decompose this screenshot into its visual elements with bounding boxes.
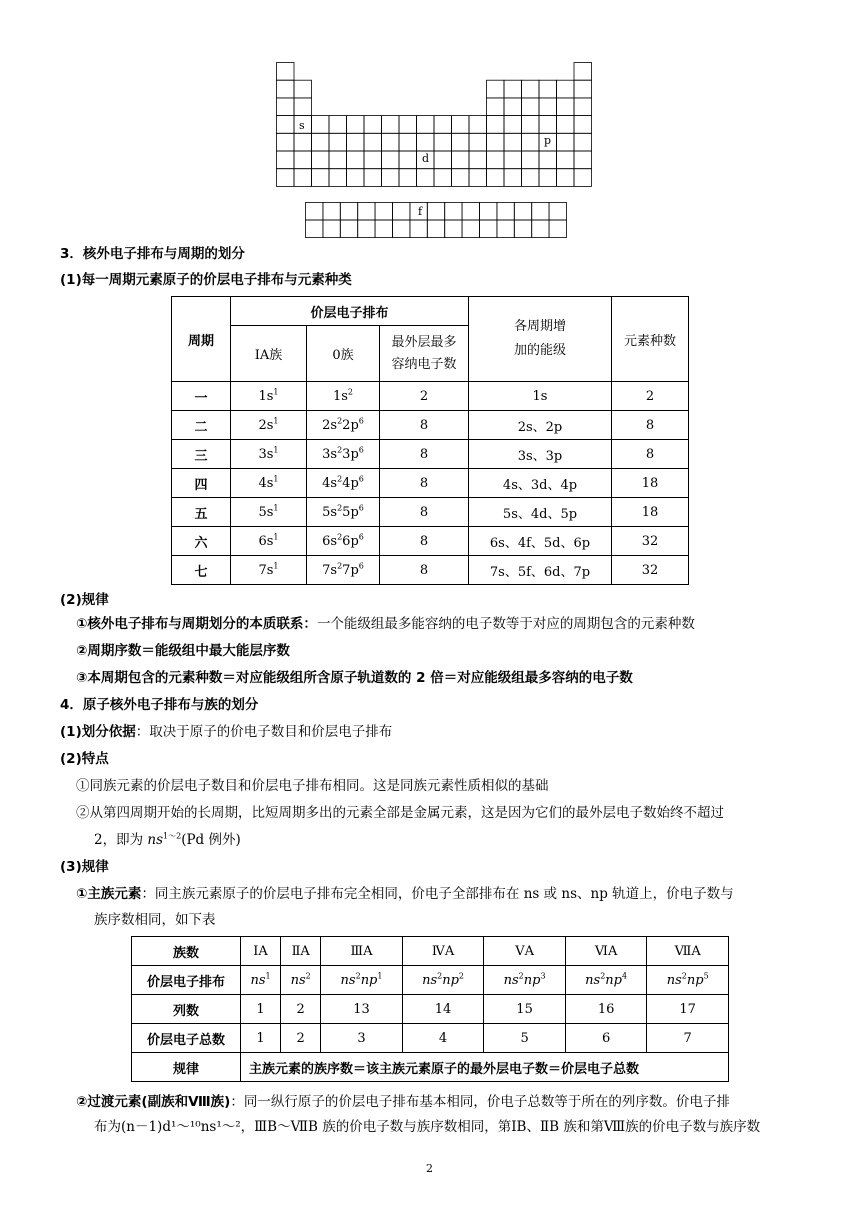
f-block-cell [497,203,514,221]
f-block-label: f [418,205,423,218]
periodic-cell [347,133,365,151]
group-table-row [132,1024,729,1053]
periodic-cell [557,151,575,169]
periodic-cell [277,116,295,134]
total-cell: 6 [565,1024,647,1053]
group-table-row [132,966,729,995]
f-block-cell [549,203,566,221]
section3-sub1: (1)每一周期元素原子的价层电子排布与元素种类 [60,272,352,288]
config-cell: $ns^2np^4$ [565,966,647,995]
group-cell: ⅣA [402,937,484,966]
periodic-cell [574,63,592,81]
header-ia: ⅠA族 [231,326,307,382]
f-block-cell [410,220,427,238]
config-cell: $ns^1$ [241,966,281,995]
main-group-line2: 族序数相同，如下表 [94,912,216,928]
periodic-cell [434,133,452,151]
group-cell: ⅤA [484,937,566,966]
f-block-cell [340,220,357,238]
total-cell: 7 [647,1024,729,1053]
periodic-cell [364,151,382,169]
periodic-cell [487,151,505,169]
zero-config-cell: $3s^23p^6$ [307,440,380,469]
periodic-cell [574,133,592,151]
f-block-grid [305,202,569,240]
periodic-cell [277,63,295,81]
f-block-cell [427,220,444,238]
rule-1: ①核外电子排布与周期划分的本质联系：一个能级组最多能容纳的电子数等于对应的周期包含的元素种数 [76,616,695,632]
group-cell: ⅢA [321,937,403,966]
config-cell: $ns^2$ [281,966,321,995]
periodic-cell [417,169,435,187]
periodic-cell [504,133,522,151]
periodic-cell [329,133,347,151]
count-cell: 2 [612,382,689,411]
ia-config-cell: $2s^1$ [231,411,307,440]
periodic-cell [277,151,295,169]
periodic-cell [382,133,400,151]
periodic-cell [487,98,505,116]
periodic-cell [504,98,522,116]
zero-config-cell: $6s^26p^6$ [307,527,380,556]
period-row [172,469,689,498]
periodic-cell [277,98,295,116]
feature-heading: (2)特点 [60,751,109,767]
header-count: 元素种数 [612,297,689,382]
count-cell: 8 [612,411,689,440]
periodic-cell [469,133,487,151]
periodic-cell [347,169,365,187]
group-cell: ⅦA [647,937,729,966]
periodic-cell [522,98,540,116]
column-cell: 16 [565,995,647,1024]
periodic-cell [294,98,312,116]
f-block-cell [306,220,323,238]
f-block-cell [445,203,462,221]
s-block-label: s [299,119,305,132]
group-table [131,936,729,1082]
period-row [172,411,689,440]
period-cell: 三 [172,440,231,469]
ia-config-cell: $7s^1$ [231,556,307,585]
f-block-cell [393,203,410,221]
f-block-cell [514,203,531,221]
main-group-line: ①主族元素：同主族元素原子的价层电子排布完全相同，价电子全部排布在 ns 或 ns、np 轨道上，价电子数与 [76,886,734,902]
f-block-cell [323,220,340,238]
section3-heading: 3．核外电子排布与周期的划分 [60,246,245,262]
row-label: 价层电子总数 [132,1024,241,1053]
periodic-cell [574,116,592,134]
column-cell: 17 [647,995,729,1024]
periodic-cell [539,169,557,187]
config-cell: $ns^2np^2$ [402,966,484,995]
total-cell: 3 [321,1024,403,1053]
total-cell: 5 [484,1024,566,1053]
periodic-cell [329,169,347,187]
f-block-cell [358,203,375,221]
periodic-table-sketch [276,62,592,188]
periodic-cell [469,169,487,187]
column-cell: 14 [402,995,484,1024]
periodic-cell [277,80,295,98]
outer-cell: 2 [380,382,469,411]
count-cell: 32 [612,527,689,556]
outer-cell: 8 [380,527,469,556]
periodic-cell [522,80,540,98]
f-block-cell [375,220,392,238]
header-level: 各周期增 加的能级 [469,297,612,382]
period-row [172,440,689,469]
zero-config-cell: $4s^24p^6$ [307,469,380,498]
periodic-cell [294,151,312,169]
section4-heading: 4．原子核外电子排布与族的划分 [60,697,259,713]
periodic-cell [452,133,470,151]
periodic-cell [434,169,452,187]
group-cell: ⅡA [281,937,321,966]
law-cell: 主族元素的族序数＝该主族元素原子的最外层电子数＝价层电子总数 [241,1053,729,1082]
periodic-cell [504,116,522,134]
period-row [172,556,689,585]
periodic-grid [276,62,594,190]
level-cell: 7s、5f、6d、7p [469,556,612,585]
periodic-cell [469,116,487,134]
zero-config-cell: $1s^2$ [307,382,380,411]
periodic-cell [312,169,330,187]
periodic-cell [364,116,382,134]
periodic-cell [312,116,330,134]
total-cell: 1 [241,1024,281,1053]
periodic-cell [522,151,540,169]
count-cell: 18 [612,498,689,527]
column-cell: 15 [484,995,566,1024]
periodic-cell [557,133,575,151]
periodic-cell [312,151,330,169]
periodic-cell [347,151,365,169]
row-label: 规律 [132,1053,241,1082]
period-table [171,296,689,585]
ia-config-cell: $3s^1$ [231,440,307,469]
ia-config-cell: $5s^1$ [231,498,307,527]
periodic-cell [382,151,400,169]
column-cell: 2 [281,995,321,1024]
config-cell: $ns^2np^3$ [484,966,566,995]
period-cell: 七 [172,556,231,585]
period-cell: 二 [172,411,231,440]
f-block-cell [306,203,323,221]
periodic-cell [574,98,592,116]
basis-line: (1)划分依据：取决于原子的价电子数目和价层电子排布 [60,724,393,740]
page-number: 2 [426,1162,433,1175]
periodic-cell [329,151,347,169]
group-table-row [132,937,729,966]
column-cell: 13 [321,995,403,1024]
group-cell: ⅥA [565,937,647,966]
periodic-cell [417,116,435,134]
outer-cell: 8 [380,498,469,527]
feature-1: ①同族元素的价层电子数目和价层电子排布相同。这是同族元素性质相似的基础 [76,778,549,794]
config-cell: $ns^2np^1$ [321,966,403,995]
outer-cell: 8 [380,469,469,498]
periodic-cell [399,133,417,151]
period-row [172,382,689,411]
period-row [172,498,689,527]
outer-cell: 8 [380,556,469,585]
periodic-cell [294,133,312,151]
periodic-cell [522,116,540,134]
f-block-cell [497,220,514,238]
period-cell: 一 [172,382,231,411]
header-zero: 0族 [307,326,380,382]
periodic-cell [487,116,505,134]
periodic-cell [539,80,557,98]
periodic-cell [277,133,295,151]
period-cell: 六 [172,527,231,556]
periodic-cell [294,169,312,187]
rule-2: ②周期序数＝能级组中最大能层序数 [76,643,290,659]
periodic-cell [522,133,540,151]
f-block-sketch [305,202,567,238]
period-cell: 五 [172,498,231,527]
periodic-cell [434,116,452,134]
periodic-cell [487,169,505,187]
periodic-cell [487,133,505,151]
periodic-cell [347,116,365,134]
ia-config-cell: $6s^1$ [231,527,307,556]
periodic-cell [329,116,347,134]
zero-config-cell: $5s^25p^6$ [307,498,380,527]
periodic-cell [382,169,400,187]
f-block-cell [480,220,497,238]
header-valence: 价层电子排布 [231,297,469,326]
periodic-cell [487,80,505,98]
periodic-cell [452,169,470,187]
count-cell: 18 [612,469,689,498]
periodic-cell [277,169,295,187]
f-block-cell [549,220,566,238]
periodic-cell [557,169,575,187]
rule-heading: (2)规律 [60,592,109,608]
f-block-cell [480,203,497,221]
level-cell: 6s、4f、5d、6p [469,527,612,556]
periodic-cell [364,169,382,187]
periodic-cell [574,151,592,169]
periodic-cell [557,80,575,98]
f-block-cell [323,203,340,221]
feature-2: ②从第四周期开始的长周期，比短周期多出的元素全部是金属元素，这是因为它们的最外层电子数始终不超过 [76,805,724,821]
periodic-cell [364,133,382,151]
header-outer: 最外层最多 容纳电子数 [380,326,469,382]
periodic-cell [574,80,592,98]
feature-2-cont: 2，即为 $ns^{1\sim 2}(Pd$ 例外) [94,831,241,848]
total-cell: 4 [402,1024,484,1053]
row-label: 价层电子排布 [132,966,241,995]
periodic-cell [504,80,522,98]
level-cell: 3s、3p [469,440,612,469]
p-block-label: p [544,134,552,147]
rule-3: ③本周期包含的元素种数＝对应能级组所含原子轨道数的 2 倍＝对应能级组最多容纳的电子数 [76,670,633,686]
periodic-cell [452,116,470,134]
f-block-cell [462,220,479,238]
periodic-cell [557,98,575,116]
group-table-row [132,1053,729,1082]
header-period: 周期 [172,297,231,382]
transition-line: ②过渡元素(副族和Ⅷ族)：同一纵行原子的价层电子排布基本相同，价电子总数等于所在的列序数。价电子排 [76,1094,730,1110]
f-block-cell [340,203,357,221]
f-block-cell [532,203,549,221]
periodic-cell [557,116,575,134]
f-block-cell [514,220,531,238]
periodic-cell [294,80,312,98]
f-block-cell [462,203,479,221]
periodic-cell [399,151,417,169]
period-row [172,527,689,556]
periodic-cell [469,151,487,169]
level-cell: 4s、3d、4p [469,469,612,498]
f-block-cell [445,220,462,238]
zero-config-cell: $7s^27p^6$ [307,556,380,585]
transition-line2: 布为(n－1)d¹～¹⁰ns¹～²，ⅢB～ⅦB 族的价电子数与族序数相同，第ⅠB、ⅡB 族和第Ⅷ族的价电子数与族序数 [94,1119,761,1135]
column-cell: 1 [241,995,281,1024]
row-label: 族数 [132,937,241,966]
periodic-cell [504,151,522,169]
periodic-cell [417,133,435,151]
outer-cell: 8 [380,411,469,440]
periodic-cell [539,151,557,169]
periodic-cell [399,169,417,187]
level-cell: 1s [469,382,612,411]
f-block-cell [532,220,549,238]
periodic-cell [312,133,330,151]
total-cell: 2 [281,1024,321,1053]
config-cell: $ns^2np^5$ [647,966,729,995]
count-cell: 32 [612,556,689,585]
periodic-cell [539,116,557,134]
count-cell: 8 [612,440,689,469]
d-block-label: d [422,152,430,165]
f-block-cell [375,203,392,221]
f-block-cell [427,203,444,221]
row-label: 列数 [132,995,241,1024]
ia-config-cell: $1s^1$ [231,382,307,411]
law-heading: (3)规律 [60,859,109,875]
f-block-cell [358,220,375,238]
periodic-cell [434,151,452,169]
periodic-cell [452,151,470,169]
periodic-cell [522,169,540,187]
zero-config-cell: $2s^22p^6$ [307,411,380,440]
group-cell: ⅠA [241,937,281,966]
periodic-cell [504,169,522,187]
ia-config-cell: $4s^1$ [231,469,307,498]
periodic-cell [382,116,400,134]
level-cell: 5s、4d、5p [469,498,612,527]
group-table-row [132,995,729,1024]
period-cell: 四 [172,469,231,498]
periodic-cell [399,116,417,134]
periodic-cell [574,169,592,187]
level-cell: 2s、2p [469,411,612,440]
periodic-cell [539,98,557,116]
outer-cell: 8 [380,440,469,469]
f-block-cell [393,220,410,238]
